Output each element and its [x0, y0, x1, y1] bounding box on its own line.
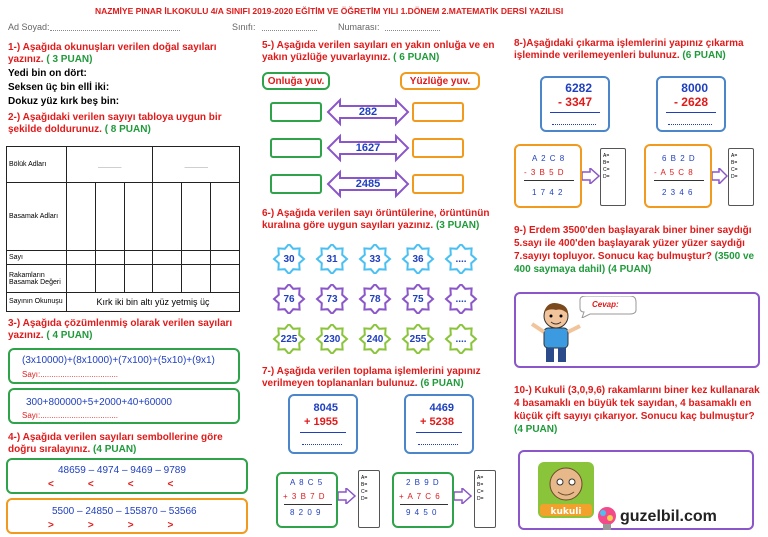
number-reading: Kırk iki bin altı yüz yetmiş üç: [67, 292, 240, 311]
q1-item: Seksen üç bin ellİ iki:: [8, 82, 110, 93]
pattern-cell: [358, 324, 392, 354]
answer-line[interactable]: [418, 444, 458, 445]
page-title: NAZMİYE PINAR İLKOKULU 4/A SINIFI 2019-2020 EĞİTİM VE ÖĞRETİM YILI 1.DÖNEM 2.MATEMATİK DERSİ YAZILISI: [95, 6, 564, 16]
operand: + 5238: [420, 416, 454, 428]
pattern-cell[interactable]: [444, 244, 478, 274]
puzzle-line: 2 3 4 6: [662, 188, 694, 197]
answer-label: Cevap:: [592, 300, 619, 309]
pattern-value: 240: [366, 333, 384, 345]
round-number: 1627: [355, 142, 381, 154]
q10-text: 10-) Kukuli (3,0,9,6) rakamlarını biner kez kullanarak 4 basamaklı en büyük tek sayıdan, 4 basamaklı en küçük çift sayıyı çıkarıyor. Sonucu kaç bulmuştur? (4 PUAN): [514, 385, 760, 435]
pattern-value: ....: [455, 253, 467, 265]
q9-text: 9-) Erdem 3500'den başlayarak biner biner saydığı 5.sayı ile 400'den başlayarak yüzer yüzer saydığı 7.sayıyı topluyor. Sonucu kaç bulmuştur? (3500 ve 400 saymaya dahil) (4 PUAN): [514, 225, 755, 275]
sum-line: [284, 504, 332, 505]
q8-text: 8-)Aşağıdaki çıkarma işlemlerini yapınız çıkarma işleminde verilemeyenleri bulunuz. (6 PUAN): [514, 38, 744, 61]
pattern-cell: [315, 324, 349, 354]
arrow-right-icon: [454, 488, 472, 504]
kukuli-logo-icon: [536, 458, 596, 522]
q3-text: 3-) Aşağıda çözümlenmiş olarak verilen sayıları yazınız. ( 4 PUAN): [8, 318, 233, 341]
tens-answer-box[interactable]: [270, 102, 322, 122]
pattern-value: 73: [326, 293, 338, 305]
number-line[interactable]: [385, 30, 440, 31]
number-label: Numarası:: [338, 22, 380, 32]
table-cell[interactable]: [153, 265, 182, 293]
answer-scroll[interactable]: A= B= C= D=: [358, 470, 380, 528]
table-cell[interactable]: ______: [153, 147, 240, 183]
pattern-cell: [272, 324, 306, 354]
answer-line[interactable]: [302, 444, 342, 445]
subtraction-box-2: [656, 76, 726, 132]
pattern-cell[interactable]: [444, 324, 478, 354]
tens-answer-box[interactable]: [270, 138, 322, 158]
table-cell[interactable]: [153, 250, 182, 265]
operand: 4469: [429, 402, 454, 414]
pattern-value: 76: [283, 293, 295, 305]
class-label: Sınıfı:: [232, 22, 256, 32]
pattern-value: 230: [323, 333, 341, 345]
symbol-row[interactable]: <<<<: [48, 479, 208, 490]
row-label: Basamak Adları: [7, 182, 67, 250]
subtraction-box-1: [540, 76, 610, 132]
operand: + 1955: [304, 416, 338, 428]
table-cell[interactable]: [67, 182, 96, 250]
watermark: guzelbil.com: [620, 508, 717, 525]
q3-box-1: [8, 348, 240, 384]
sum-line: [300, 432, 346, 433]
q7-text: 7-) Aşağıda verilen toplama işlemlerini yapınız verilmeyen toplananları bulunuz. (6 PUAN): [262, 366, 481, 389]
pattern-value: ....: [455, 333, 467, 345]
digit-puzzle-2: [392, 472, 454, 528]
puzzle-line: A 2 C 8: [532, 154, 566, 163]
pattern-cell: [315, 244, 349, 274]
operand: 8045: [313, 402, 338, 414]
operand: - 2628: [673, 95, 708, 109]
q5-text: 5-) Aşağıda verilen sayıları en yakın onluğa ve en yakın yüzlüğe yuvarlayınız. ( 6 PUAN): [262, 40, 495, 63]
puzzle-line: + 3 B 7 D: [283, 492, 326, 501]
answer-line[interactable]: [552, 124, 596, 125]
row-label: Sayının Okunuşu: [7, 292, 67, 311]
table-cell[interactable]: [211, 250, 240, 265]
q2-text: 2-) Aşağıdaki verilen sayıyı tabloya uygun bir şekilde doldurunuz. ( 8 PUAN): [8, 112, 222, 135]
addition-box-2: [404, 394, 474, 454]
pattern-cell: [401, 284, 435, 314]
pattern-value: 255: [409, 333, 427, 345]
operand: 8000: [681, 81, 708, 95]
pattern-value: 36: [412, 253, 424, 265]
symbol-row[interactable]: >>>>: [48, 520, 208, 531]
tens-answer-box[interactable]: [270, 174, 322, 194]
pattern-cell: [401, 244, 435, 274]
round-number: 2485: [355, 178, 381, 190]
class-line[interactable]: [262, 30, 317, 31]
digit-puzzle-1: [276, 472, 338, 528]
operand: 6282: [565, 81, 592, 95]
table-cell[interactable]: ______: [67, 147, 153, 183]
puzzle-line: 2 B 9 D: [406, 478, 440, 487]
digit-puzzle-4: [644, 144, 712, 208]
q4-text: 4-) Aşağıda verilen sayıları sembollerine göre doğru sıralayınız. (4 PUAN): [8, 432, 223, 455]
table-cell[interactable]: [153, 182, 182, 250]
sum-line: [654, 180, 704, 181]
pattern-cell[interactable]: [444, 284, 478, 314]
sum-line: [666, 112, 716, 113]
q1-text: 1-) Aşağıda okunuşları verilen doğal sayıları yazınız. ( 3 PUAN): [8, 42, 217, 65]
q1-item: Yedi bin on dört:: [8, 68, 87, 79]
hundreds-answer-box[interactable]: [412, 138, 464, 158]
pattern-cell: [358, 244, 392, 274]
sum-line: [400, 504, 448, 505]
table-cell[interactable]: [182, 250, 211, 265]
puzzle-line: 6 B 2 D: [662, 154, 696, 163]
lightbulb-icon: [596, 506, 618, 532]
row-label: Sayı: [7, 250, 67, 265]
table-cell[interactable]: [67, 265, 96, 293]
pattern-value: 31: [326, 253, 338, 265]
pattern-value: 30: [283, 253, 295, 265]
pattern-cell: [358, 284, 392, 314]
table-cell[interactable]: [95, 182, 124, 250]
puzzle-line: 1 7 4 2: [532, 188, 564, 197]
arrow-right-icon: [338, 488, 356, 504]
pattern-cell: [272, 284, 306, 314]
round-hundreds-label: Yüzlüğe yuv.: [400, 72, 480, 90]
table-cell[interactable]: [182, 265, 211, 293]
pattern-value: 75: [412, 293, 424, 305]
pattern-cell: [272, 244, 306, 274]
pattern-value: ....: [455, 293, 467, 305]
round-tens-label: Onluğa yuv.: [262, 72, 330, 90]
puzzle-line: 9 4 5 0: [406, 508, 438, 517]
place-value-table: [6, 146, 240, 312]
digit-puzzle-3: [514, 144, 582, 208]
expanded-form: (3x10000)+(8x1000)+(7x100)+(5x10)+(9x1): [22, 355, 215, 366]
puzzle-line: 8 2 0 9: [290, 508, 322, 517]
table-cell[interactable]: [182, 182, 211, 250]
q4-box-2: [6, 498, 248, 534]
puzzle-line: A 8 C 5: [290, 478, 324, 487]
row-label: Bölük Adları: [7, 147, 67, 183]
answer-label[interactable]: Sayı:...................................: [22, 411, 119, 420]
table-cell[interactable]: [211, 265, 240, 293]
q9-answer-box[interactable]: [514, 292, 760, 368]
expanded-form: 300+800000+5+2000+40+60000: [26, 397, 172, 408]
answer-line[interactable]: [668, 124, 712, 125]
pattern-cell: [401, 324, 435, 354]
arrow-right-icon: [712, 168, 728, 184]
answer-scroll[interactable]: A= B= C= D=: [600, 148, 626, 206]
table-cell[interactable]: [95, 265, 124, 293]
addition-box-1: [288, 394, 358, 454]
answer-scroll[interactable]: A= B= C= D=: [474, 470, 496, 528]
answer-label[interactable]: Sayı:...................................: [22, 370, 119, 379]
name-line[interactable]: [50, 30, 180, 31]
answer-scroll[interactable]: A= B= C= D=: [728, 148, 754, 206]
sequence: 48659 – 4974 – 9469 – 9789: [58, 465, 186, 476]
table-cell[interactable]: [95, 250, 124, 265]
q4-box-1: [6, 458, 248, 494]
q6-text: 6-) Aşağıda verilen sayı örüntülerine, örüntünün kuralına göre uygun sayıları yazınız. (3 PUAN): [262, 208, 490, 231]
row-label: Rakamların Basamak Değeri: [7, 265, 67, 293]
sum-line: [550, 112, 600, 113]
table-cell[interactable]: [124, 182, 153, 250]
sum-line: [416, 432, 462, 433]
arrow-right-icon: [582, 168, 600, 184]
pattern-cell: [315, 284, 349, 314]
sum-line: [524, 180, 574, 181]
operand: - 3347: [557, 95, 592, 109]
hundreds-answer-box[interactable]: [412, 102, 464, 122]
q1-item: Dokuz yüz kırk beş bin:: [8, 96, 120, 107]
table-cell[interactable]: [124, 250, 153, 265]
puzzle-line: - A 5 C 8: [654, 168, 694, 177]
table-cell[interactable]: [211, 182, 240, 250]
sequence: 5500 – 24850 – 155870 – 53566: [52, 506, 197, 517]
pattern-value: 78: [369, 293, 381, 305]
pattern-value: 33: [369, 253, 381, 265]
name-label: Ad Soyad:: [8, 22, 50, 32]
pattern-value: 225: [280, 333, 298, 345]
table-cell[interactable]: [67, 250, 96, 265]
logo-text: kukuli: [550, 507, 582, 517]
round-number: 282: [358, 106, 378, 118]
puzzle-line: + A 7 C 6: [399, 492, 441, 501]
puzzle-line: - 3 B 5 D: [524, 168, 565, 177]
q3-box-2: [8, 388, 240, 424]
hundreds-answer-box[interactable]: [412, 174, 464, 194]
table-cell[interactable]: [124, 265, 153, 293]
